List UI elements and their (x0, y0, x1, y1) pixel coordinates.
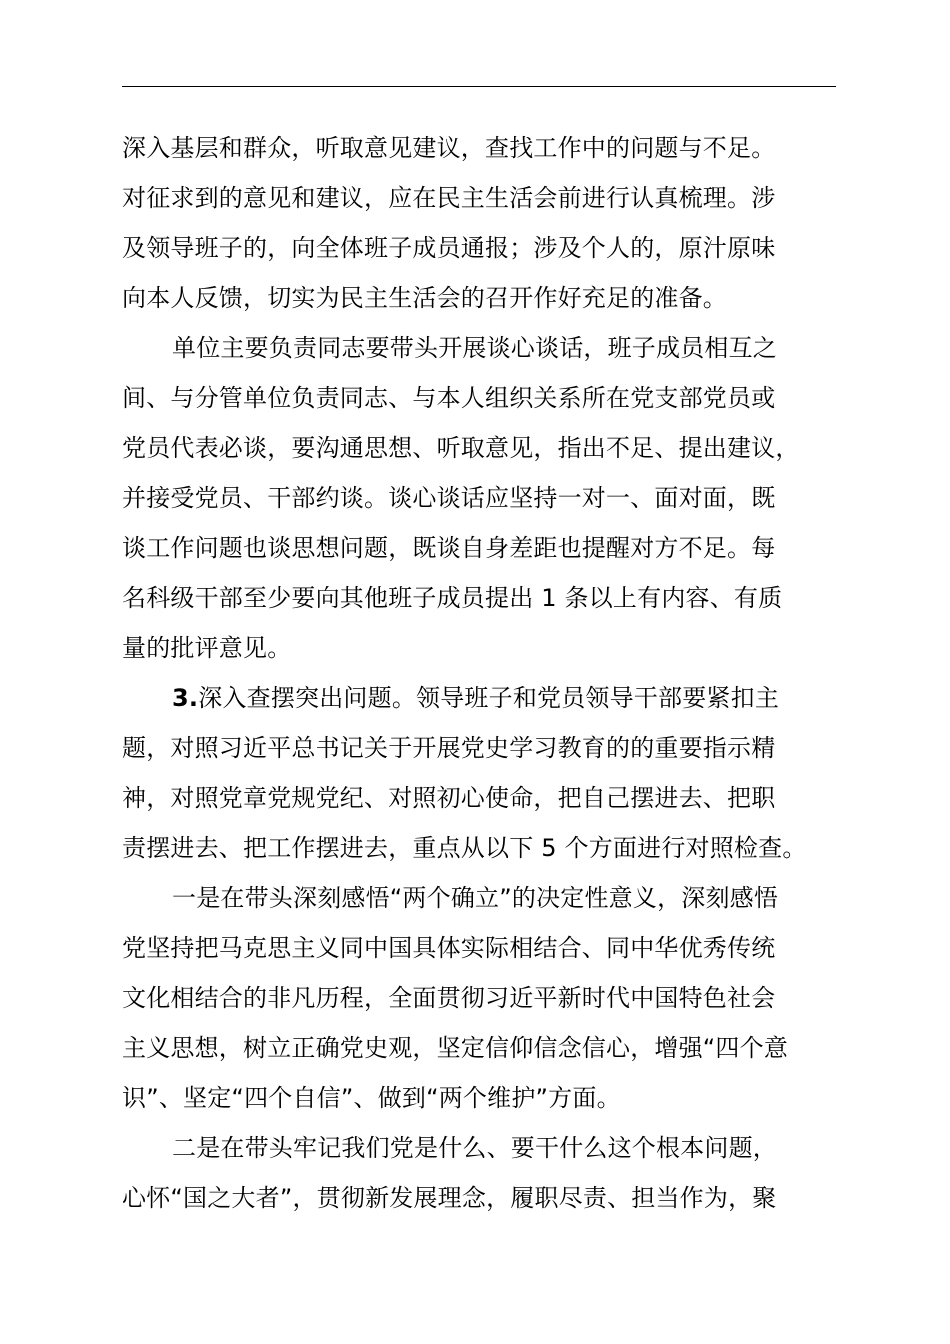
text-line: 文化相结合的非凡历程，全面贯彻习近平新时代中国特色社会 (122, 984, 776, 1012)
section-number: 3. (172, 684, 199, 712)
text-line: 神，对照党章党规党纪、对照初心使命，把自己摆进去、把职 (122, 784, 776, 812)
text-line: 名科级干部至少要向其他班子成员提出 1 条以上有内容、有质 (122, 584, 783, 612)
text-line: 责摆进去、把工作摆进去，重点从以下 5 个方面进行对照检查。 (122, 834, 807, 862)
text-line: 识”、坚定“四个自信”、做到“两个维护”方面。 (122, 1084, 621, 1112)
header-rule (122, 86, 836, 87)
text-line: 向本人反馈，切实为民主生活会的召开作好充足的准备。 (122, 284, 727, 312)
paragraph-first-line: 一是在带头深刻感悟“两个确立”的决定性意义，深刻感悟 (172, 884, 779, 912)
body-text (122, 123, 836, 1223)
text-line: 间、与分管单位负责同志、与本人组织关系所在党支部党员或 (122, 384, 776, 412)
section-heading-text: 深入查摆突出问题。领导班子和党员领导干部要紧扣主 (198, 684, 780, 712)
text-line: 深入基层和群众，听取意见建议，查找工作中的问题与不足。 (122, 134, 776, 162)
text-line: 党员代表必谈，要沟通思想、听取意见，指出不足、提出建议， (122, 434, 800, 462)
text-line: 主义思想，树立正确党史观，坚定信仰信念信心，增强“四个意 (122, 1034, 789, 1062)
text-line: 并接受党员、干部约谈。谈心谈话应坚持一对一、面对面，既 (122, 484, 776, 512)
text-line: 对征求到的意见和建议，应在民主生活会前进行认真梳理。涉 (122, 184, 776, 212)
text-line: 谈工作问题也谈思想问题，既谈自身差距也提醒对方不足。每 (122, 534, 776, 562)
text-line: 心怀“国之大者”，贯彻新发展理念，履职尽责、担当作为，聚 (122, 1184, 777, 1212)
paragraph-first-line: 单位主要负责同志要带头开展谈心谈话，班子成员相互之 (172, 334, 777, 362)
text-line: 量的批评意见。 (122, 634, 292, 662)
section-heading-line (122, 673, 836, 723)
text-line: 及领导班子的，向全体班子成员通报；涉及个人的，原汁原味 (122, 234, 776, 262)
paragraph-first-line: 二是在带头牢记我们党是什么、要干什么这个根本问题， (172, 1134, 777, 1162)
text-line: 党坚持把马克思主义同中国具体实际相结合、同中华优秀传统 (122, 934, 776, 962)
text-line: 题，对照习近平总书记关于开展党史学习教育的的重要指示精 (122, 734, 776, 762)
